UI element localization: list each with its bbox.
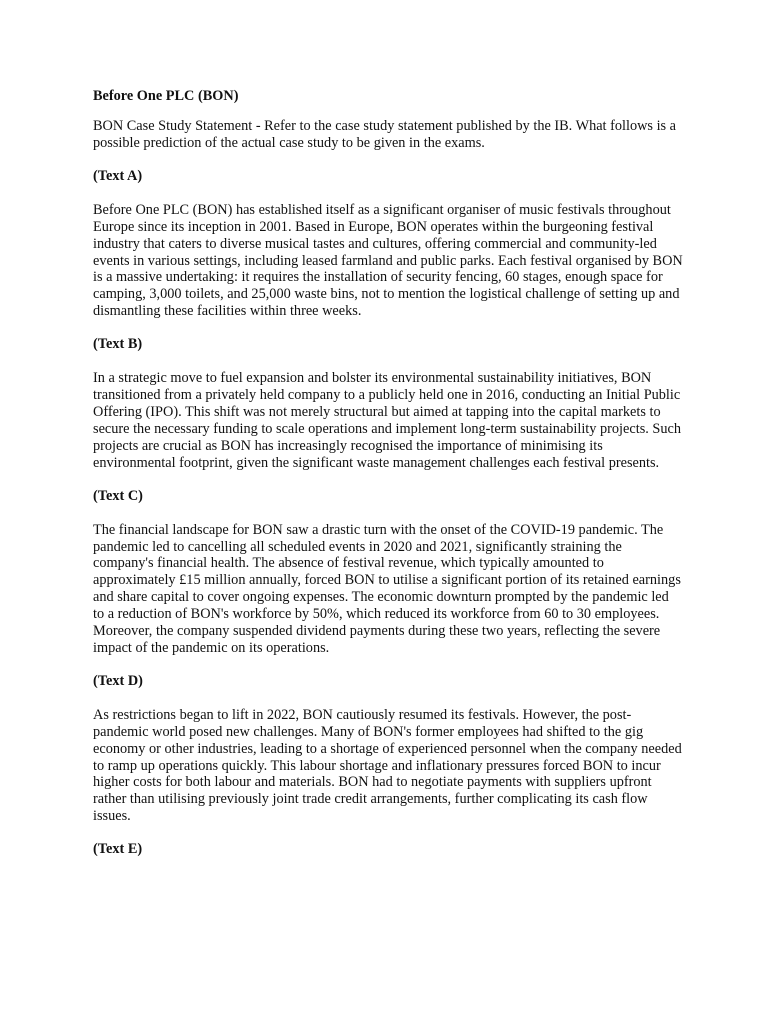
intro-paragraph: BON Case Study Statement - Refer to the case study statement published by the IB. What follows is a possible prediction of the actual case study to be given in the exams.	[93, 118, 677, 151]
section-heading-text-b: (Text B)	[93, 336, 143, 353]
section-body-text-a: Before One PLC (BON) has established itself as a significant organiser of music festivals throughout Europe since its inception in 2001. Based in Europe, BON operates within the burgeoning festival industry that caters to diverse musical tastes and cultures, offering commercial and community-led events in various settings, including leased farmland and public parks. Each festival organised by BON is a massive undertaking: it requires the installation of security fencing, 60 stages, enough space for camping, 3,000 toilets, and 25,000 waste bins, not to mention the logistical challenge of setting up and dismantling these facilities within three weeks.	[93, 201, 683, 320]
document-content	[93, 88, 683, 875]
section-body-text-c: The financial landscape for BON saw a drastic turn with the onset of the COVID-19 pandemic. The pandemic led to cancelling all scheduled events in 2020 and 2021, significantly straining the company's financial health. The absence of festival revenue, which typically amounted to approximately £15 million annually, forced BON to utilise a significant portion of its retained earnings and share capital to cover ongoing expenses. The economic downturn prompted by the pandemic led to a reduction of BON's workforce by 50%, which reduced its workforce from 60 to 30 employees. Moreover, the company suspended dividend payments during these two years, reflecting the severe impact of the pandemic on its operations.	[93, 521, 681, 656]
section-body-text-b: In a strategic move to fuel expansion and bolster its environmental sustainability initiatives, BON transitioned from a privately held company to a publicly held one in 2016, conducting an Initial Public Offering (IPO). This shift was not merely structural but aimed at tapping into the capital markets to secure the necessary funding to scale operations and implement long-term sustainability projects. Such projects are crucial as BON has increasingly recognised the importance of minimising its environmental footprint, given the significant waste management challenges each festival presents.	[93, 370, 681, 471]
section-heading-text-c: (Text C)	[93, 487, 143, 504]
section-heading-text-d: (Text D)	[93, 672, 143, 689]
section-heading-text-e: (Text E)	[93, 841, 143, 858]
section-body-text-d: As restrictions began to lift in 2022, BON cautiously resumed its festivals. However, the post-pandemic world posed new challenges. Many of BON's former employees had shifted to the gig economy or other industries, leading to a shortage of experienced personnel when the company needed to ramp up operations quickly. This labour shortage and inflationary pressures forced BON to incur higher costs for both labour and materials. BON had to negotiate payments with suppliers upfront rather than utilising previously joint trade credit arrangements, further complicating its cash flow issues.	[93, 706, 682, 825]
section-heading-text-a: (Text A)	[93, 167, 143, 184]
document-title: Before One PLC (BON)	[93, 88, 239, 104]
